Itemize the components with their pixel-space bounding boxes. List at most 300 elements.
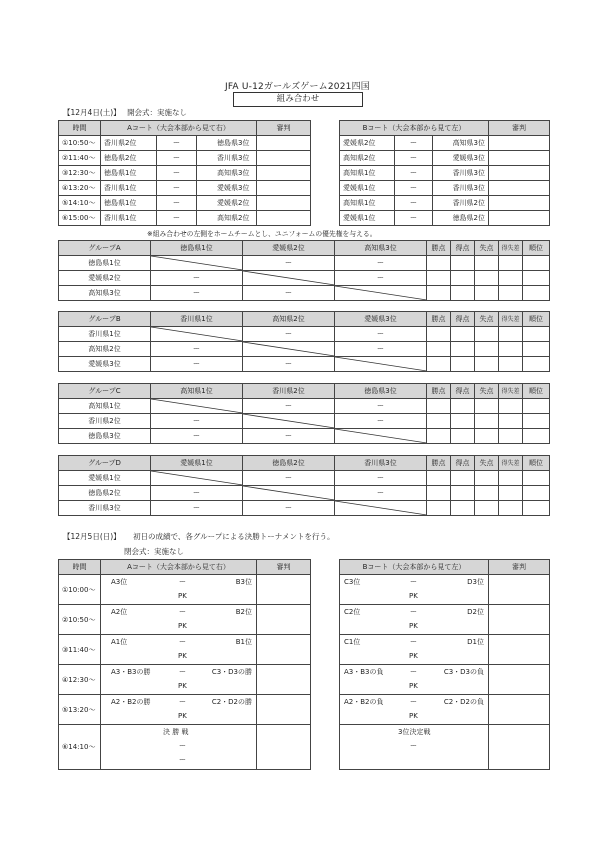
day2-court-a-table: [58, 559, 311, 770]
away-team: 愛媛県3位: [197, 181, 253, 196]
away-team: 愛媛県3位: [433, 151, 489, 166]
pk-label: PK: [178, 712, 187, 720]
stat-cell: [499, 429, 523, 444]
day2-court-b-table: [339, 559, 550, 770]
stat-cell: [427, 271, 451, 286]
away-team: 香川県3位: [197, 151, 253, 166]
versus-dash: ー: [410, 638, 417, 646]
home-slot: A3位: [111, 578, 128, 586]
stat-cell: [475, 399, 499, 414]
match-result-cell: ー: [151, 357, 243, 372]
versus-dash: ー: [410, 668, 417, 676]
away-slot: D1位: [467, 638, 484, 646]
match-cell: [340, 605, 489, 635]
match-result-cell: ー: [335, 271, 427, 286]
match-cell: [101, 575, 257, 605]
group-table: [58, 455, 550, 516]
group-team-row: [59, 471, 550, 486]
third-place-label: 3位決定戦: [398, 728, 431, 736]
pk-label: PK: [409, 592, 418, 600]
match-cell: [101, 665, 257, 695]
home-slot: A2・B2の勝: [111, 698, 151, 706]
schedule-row: [340, 166, 550, 181]
pk-label: PK: [178, 592, 187, 600]
versus-dash: ー: [395, 151, 433, 166]
home-team: 香川県2位: [101, 136, 157, 151]
group-team-name: 徳島県3位: [59, 429, 151, 444]
stat-cell: [523, 471, 550, 486]
referee-cell: [489, 181, 550, 196]
away-team: 香川県2位: [433, 196, 489, 211]
match-time: ⑥14:10～: [59, 725, 101, 770]
referee-cell: [257, 136, 311, 151]
stat-cell: [451, 327, 475, 342]
stat-header: 失点: [475, 312, 499, 327]
document-title: JFA U-12ガールズゲーム2021四国: [225, 82, 370, 92]
referee-cell: [257, 695, 311, 725]
pk-label: PK: [178, 622, 187, 630]
match-result-cell: ー: [151, 501, 243, 516]
group-team-row: [59, 271, 550, 286]
group-team-header: 香川県2位: [243, 384, 335, 399]
stat-cell: [475, 342, 499, 357]
stat-cell: [523, 271, 550, 286]
group-team-name: 香川県2位: [59, 414, 151, 429]
stat-cell: [523, 256, 550, 271]
group-header-row: [59, 312, 550, 327]
versus-dash: ー: [157, 166, 197, 181]
match-result-cell: ー: [151, 271, 243, 286]
stat-cell: [475, 271, 499, 286]
stat-cell: [523, 501, 550, 516]
away-team: 香川県3位: [433, 181, 489, 196]
tournament-row: [340, 635, 550, 665]
diagonal-cell: [335, 357, 427, 372]
stat-cell: [451, 271, 475, 286]
away-team: 愛媛県2位: [197, 196, 253, 211]
group-team-name: 愛媛県3位: [59, 357, 151, 372]
tournament-row: [59, 635, 311, 665]
versus-dash: ー: [157, 196, 197, 211]
home-team: 徳島県1位: [101, 196, 157, 211]
home-team: 香川県1位: [101, 211, 157, 226]
versus-dash: ー: [395, 196, 433, 211]
uniform-note: ※組み合わせの左側をホームチームとし、ユニフォームの優先権を与える。: [147, 230, 377, 238]
court-a-header: Aコート（大会本部から見て右）: [101, 121, 257, 136]
referee-cell: [489, 196, 550, 211]
match-cell: [340, 575, 489, 605]
schedule-row: [59, 136, 311, 151]
diagonal-cell: [243, 486, 335, 501]
match-time: ①10:50～: [59, 136, 101, 151]
away-slot: B3位: [235, 578, 252, 586]
court-b-header: Bコート（大会本部から見て左）: [340, 121, 489, 136]
match-result-cell: ー: [335, 399, 427, 414]
group-table: [58, 311, 550, 372]
stat-cell: [475, 286, 499, 301]
away-team: 高知県2位: [197, 211, 253, 226]
pk-label: PK: [409, 652, 418, 660]
match-result-cell: ー: [151, 429, 243, 444]
referee-header: 審判: [257, 121, 311, 136]
match-cell: [340, 635, 489, 665]
group-team-row: [59, 286, 550, 301]
match-cell: [101, 635, 257, 665]
match-result-cell: ー: [335, 256, 427, 271]
referee-cell: [257, 166, 311, 181]
stat-cell: [451, 414, 475, 429]
stat-cell: [427, 486, 451, 501]
home-slot: C3位: [344, 578, 361, 586]
away-team: 香川県3位: [433, 166, 489, 181]
group-team-row: [59, 429, 550, 444]
stat-cell: [475, 357, 499, 372]
tournament-row: [340, 665, 550, 695]
group-team-header: 高知県2位: [243, 312, 335, 327]
group-name: グループD: [59, 456, 151, 471]
home-slot: A1位: [111, 638, 128, 646]
stat-header: 得点: [451, 384, 475, 399]
diagonal-cell: [151, 471, 243, 486]
versus-dash: ー: [157, 136, 197, 151]
diagonal-cell: [335, 286, 427, 301]
schedule-row: [340, 181, 550, 196]
group-name: グループB: [59, 312, 151, 327]
match-cell: [340, 665, 489, 695]
stat-header: 得失差: [499, 312, 523, 327]
schedule-row: [340, 211, 550, 226]
group-team-row: [59, 342, 550, 357]
away-slot: C3・D3の負: [443, 668, 484, 676]
tournament-row: [59, 605, 311, 635]
stat-header: 失点: [475, 241, 499, 256]
schedule-row: [340, 151, 550, 166]
tournament-row: [340, 605, 550, 635]
match-result-cell: ー: [335, 327, 427, 342]
versus-dash: ー: [410, 578, 417, 586]
referee-cell: [489, 605, 550, 635]
group-header-row: [59, 384, 550, 399]
time-header: 時間: [59, 560, 101, 575]
group-team-header: 徳島県2位: [243, 456, 335, 471]
schedule-row: [59, 211, 311, 226]
versus-dash: ー: [410, 608, 417, 616]
stat-cell: [523, 429, 550, 444]
court-a-header: Aコート（大会本部から見て右）: [101, 560, 257, 575]
stat-cell: [475, 414, 499, 429]
versus-dash: ー: [179, 638, 186, 646]
stat-cell: [499, 327, 523, 342]
match-result-cell: ー: [243, 357, 335, 372]
referee-cell: [489, 575, 550, 605]
versus-dash: ー: [179, 756, 186, 764]
versus-dash: ー: [179, 742, 186, 750]
home-team: 高知県1位: [340, 166, 395, 181]
match-result-cell: ー: [243, 471, 335, 486]
match-result-cell: ー: [243, 286, 335, 301]
stat-cell: [451, 357, 475, 372]
match-result-cell: ー: [151, 342, 243, 357]
schedule-row: [59, 166, 311, 181]
stat-header: 勝点: [427, 384, 451, 399]
away-team: 高知県3位: [433, 136, 489, 151]
group-team-name: 徳島県1位: [59, 256, 151, 271]
pk-label: PK: [409, 622, 418, 630]
match-cell: [101, 695, 257, 725]
match-result-cell: ー: [151, 414, 243, 429]
stat-cell: [475, 486, 499, 501]
stat-header: 勝点: [427, 241, 451, 256]
stat-cell: [523, 357, 550, 372]
stat-header: 得失差: [499, 241, 523, 256]
stat-header: 得点: [451, 241, 475, 256]
group-team-name: 香川県3位: [59, 501, 151, 516]
match-result-cell: ー: [151, 286, 243, 301]
match-result-cell: ー: [243, 399, 335, 414]
time-header: 時間: [59, 121, 101, 136]
match-result-cell: ー: [335, 486, 427, 501]
stat-cell: [523, 399, 550, 414]
away-slot: B1位: [235, 638, 252, 646]
referee-cell: [489, 151, 550, 166]
stat-cell: [427, 501, 451, 516]
document-subtitle: 組み合わせ: [233, 92, 363, 107]
stat-cell: [451, 286, 475, 301]
referee-cell: [489, 665, 550, 695]
home-slot: A2位: [111, 608, 128, 616]
group-team-header: 愛媛県3位: [335, 312, 427, 327]
day1-court-a-table: [58, 120, 311, 226]
away-team: 徳島県2位: [433, 211, 489, 226]
day2-description: 初日の成績で、各グループによる決勝トーナメントを行う。: [133, 532, 335, 541]
home-slot: C2位: [344, 608, 361, 616]
stat-header: 得点: [451, 456, 475, 471]
home-team: 高知県1位: [340, 196, 395, 211]
referee-cell: [257, 635, 311, 665]
group-team-name: 高知県3位: [59, 286, 151, 301]
referee-cell: [489, 695, 550, 725]
versus-dash: ー: [157, 181, 197, 196]
group-team-row: [59, 486, 550, 501]
stat-header: 順位: [523, 312, 550, 327]
stat-header: 得失差: [499, 384, 523, 399]
group-team-name: 高知県2位: [59, 342, 151, 357]
versus-dash: ー: [395, 181, 433, 196]
stat-cell: [499, 471, 523, 486]
away-team: 高知県3位: [197, 166, 253, 181]
diagonal-cell: [243, 271, 335, 286]
home-slot: A3・B3の勝: [111, 668, 151, 676]
referee-cell: [257, 665, 311, 695]
day2-date: 【12月5日(日)】: [63, 532, 121, 541]
home-team: 愛媛県2位: [340, 136, 395, 151]
diagonal-cell: [335, 501, 427, 516]
referee-cell: [489, 635, 550, 665]
tournament-row: [59, 695, 311, 725]
stat-cell: [451, 429, 475, 444]
stat-cell: [451, 486, 475, 501]
group-team-row: [59, 501, 550, 516]
referee-cell: [257, 725, 311, 770]
referee-header: 審判: [257, 560, 311, 575]
diagonal-cell: [243, 342, 335, 357]
stat-cell: [427, 429, 451, 444]
match-result-cell: ー: [243, 429, 335, 444]
match-result-cell: ー: [335, 471, 427, 486]
group-team-row: [59, 357, 550, 372]
away-slot: D3位: [467, 578, 484, 586]
stat-cell: [451, 399, 475, 414]
match-cell: [340, 695, 489, 725]
schedule-row: [59, 151, 311, 166]
diagonal-cell: [151, 256, 243, 271]
home-team: 愛媛県1位: [340, 211, 395, 226]
match-result-cell: ー: [151, 486, 243, 501]
tournament-row: [340, 575, 550, 605]
home-team: 香川県1位: [101, 181, 157, 196]
stat-header: 順位: [523, 384, 550, 399]
day1-ceremony: 開会式：実施なし: [127, 108, 188, 117]
diagonal-cell: [243, 414, 335, 429]
match-cell: [101, 605, 257, 635]
stat-cell: [427, 471, 451, 486]
home-team: 徳島県1位: [101, 166, 157, 181]
third-place-cell: [340, 725, 489, 770]
match-time: ⑥15:00～: [59, 211, 101, 226]
versus-dash: ー: [157, 151, 197, 166]
away-slot: C2・D2の負: [443, 698, 484, 706]
stat-cell: [499, 486, 523, 501]
day1-heading: [63, 107, 187, 118]
match-time: ③12:30～: [59, 166, 101, 181]
group-team-name: 愛媛県1位: [59, 471, 151, 486]
group-team-header: 愛媛県2位: [243, 241, 335, 256]
group-team-name: 香川県1位: [59, 327, 151, 342]
group-team-name: 愛媛県2位: [59, 271, 151, 286]
schedule-row: [340, 136, 550, 151]
group-table: [58, 383, 550, 444]
stat-cell: [475, 471, 499, 486]
stat-cell: [451, 471, 475, 486]
versus-dash: ー: [179, 668, 186, 676]
referee-cell: [257, 211, 311, 226]
stat-cell: [523, 414, 550, 429]
versus-dash: ー: [157, 211, 197, 226]
away-slot: B2位: [235, 608, 252, 616]
stat-cell: [499, 286, 523, 301]
stat-cell: [499, 399, 523, 414]
group-team-row: [59, 256, 550, 271]
stat-cell: [475, 327, 499, 342]
stat-cell: [475, 501, 499, 516]
stat-cell: [499, 342, 523, 357]
referee-cell: [257, 196, 311, 211]
group-header-row: [59, 456, 550, 471]
versus-dash: ー: [179, 578, 186, 586]
home-team: 高知県2位: [340, 151, 395, 166]
referee-cell: [257, 605, 311, 635]
referee-header: 審判: [489, 560, 550, 575]
home-team: 愛媛県1位: [340, 181, 395, 196]
match-result-cell: ー: [243, 256, 335, 271]
diagonal-cell: [335, 429, 427, 444]
stat-cell: [427, 399, 451, 414]
stat-cell: [523, 286, 550, 301]
referee-cell: [489, 725, 550, 770]
match-result-cell: ー: [243, 327, 335, 342]
final-label: 決 勝 戦: [163, 728, 189, 736]
stat-header: 得点: [451, 312, 475, 327]
versus-dash: ー: [395, 166, 433, 181]
match-result-cell: ー: [335, 342, 427, 357]
group-team-header: 徳島県3位: [335, 384, 427, 399]
referee-cell: [489, 136, 550, 151]
match-time: ①10:00～: [59, 575, 101, 605]
away-slot: C2・D2の勝: [211, 698, 252, 706]
versus-dash: ー: [179, 698, 186, 706]
schedule-row: [59, 196, 311, 211]
stat-cell: [427, 414, 451, 429]
schedule-row: [59, 181, 311, 196]
stat-cell: [427, 327, 451, 342]
stat-header: 勝点: [427, 456, 451, 471]
stat-header: 順位: [523, 241, 550, 256]
day1-court-b-table: [339, 120, 550, 226]
stat-header: 失点: [475, 456, 499, 471]
group-team-header: 徳島県1位: [151, 241, 243, 256]
stat-cell: [499, 256, 523, 271]
group-team-name: 徳島県2位: [59, 486, 151, 501]
match-time: ④13:20～: [59, 181, 101, 196]
group-team-header: 高知県1位: [151, 384, 243, 399]
referee-header: 審判: [489, 121, 550, 136]
referee-cell: [489, 166, 550, 181]
schedule-row: [340, 196, 550, 211]
stat-cell: [499, 271, 523, 286]
versus-dash: ー: [395, 136, 433, 151]
group-team-header: 高知県3位: [335, 241, 427, 256]
away-slot: C3・D3の勝: [211, 668, 252, 676]
pk-label: PK: [178, 652, 187, 660]
day1-date: 【12月4日(土)】: [63, 108, 121, 117]
away-team: 徳島県3位: [197, 136, 253, 151]
stat-cell: [475, 429, 499, 444]
referee-cell: [257, 151, 311, 166]
stat-cell: [523, 327, 550, 342]
referee-cell: [257, 575, 311, 605]
group-team-row: [59, 399, 550, 414]
stat-cell: [499, 357, 523, 372]
day2-ceremony: 閉会式：実施なし: [124, 547, 184, 556]
group-team-row: [59, 327, 550, 342]
match-result-cell: ー: [335, 414, 427, 429]
group-name: グループC: [59, 384, 151, 399]
group-table: [58, 240, 550, 301]
stat-header: 勝点: [427, 312, 451, 327]
stat-cell: [451, 342, 475, 357]
tournament-row: [340, 695, 550, 725]
home-slot: A3・B3の負: [344, 668, 384, 676]
group-team-header: 香川県3位: [335, 456, 427, 471]
stat-cell: [451, 256, 475, 271]
match-time: ④12:30～: [59, 665, 101, 695]
diagonal-cell: [151, 327, 243, 342]
versus-dash: ー: [410, 742, 417, 750]
group-team-row: [59, 414, 550, 429]
pk-label: PK: [409, 682, 418, 690]
match-time: ⑤13:20～: [59, 695, 101, 725]
match-time: ②10:50～: [59, 605, 101, 635]
